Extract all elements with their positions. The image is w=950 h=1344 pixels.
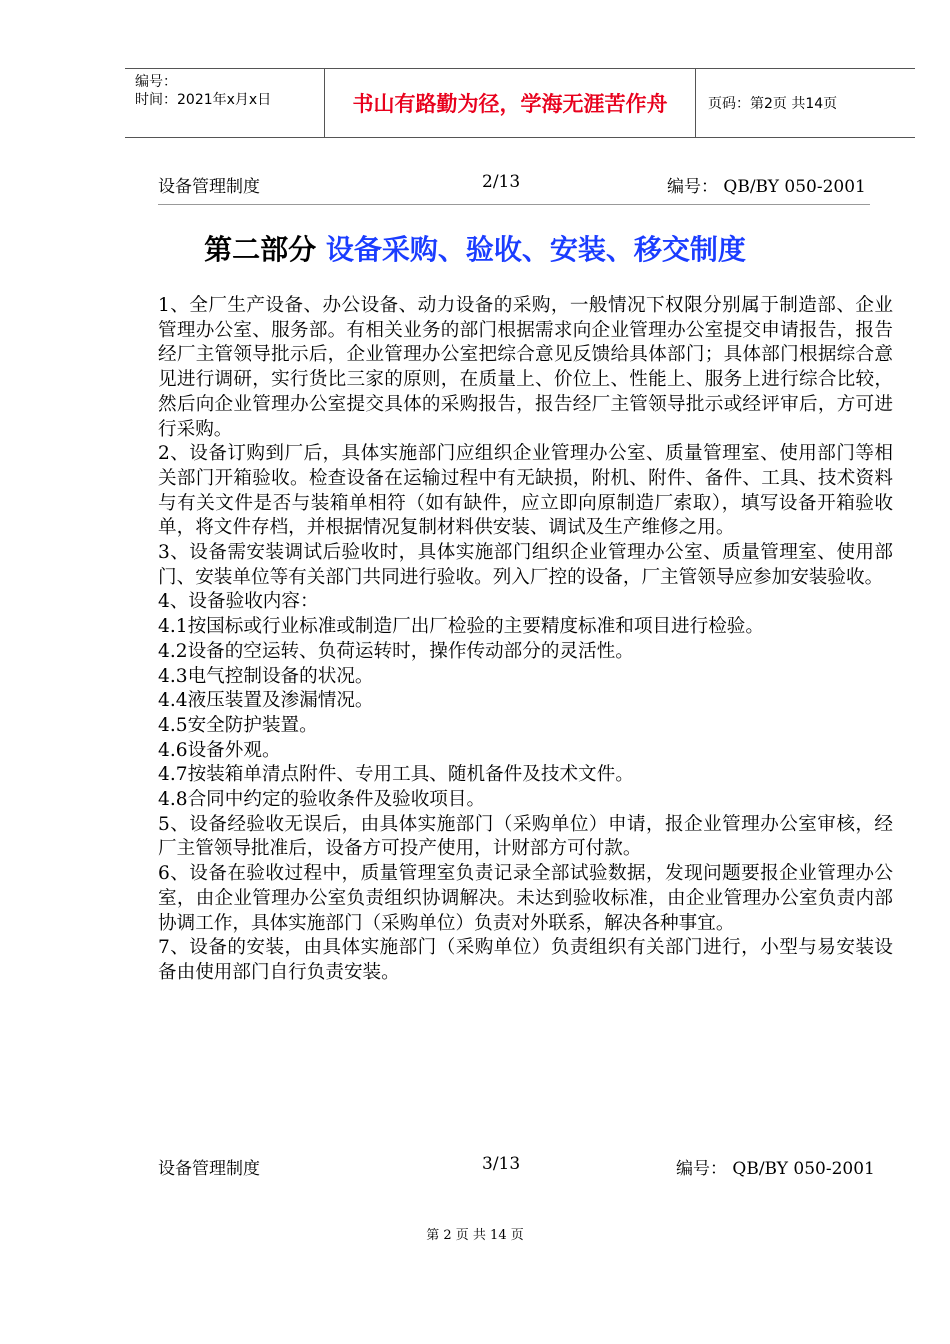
running-header-page: 2/13 (482, 172, 521, 192)
page-footer: 第 2 页 共 14 页 (426, 1228, 524, 1243)
section-part: 第二部分 (204, 233, 326, 266)
section-heading: 设备采购、验收、安装、移交制度 (325, 233, 746, 266)
paragraph: 7、设备的安装，由具体实施部门（采购单位）负责组织有关部门进行，小型与易安装设备由使用部门自行负责安装。 (158, 937, 893, 983)
paragraph: 4.3电气控制设备的状况。 (158, 665, 374, 687)
motto: 书山有路勤为径，学海无涯苦作舟 (325, 69, 696, 137)
document-body (158, 294, 893, 986)
paragraph: 5、设备经验收无误后，由具体实施部门（采购单位）申请，报企业管理办公室审核，经厂主管领导批准后，设备方可投产使用，计财部方可付款。 (158, 813, 893, 860)
running-header-title: 设备管理制度 (158, 177, 260, 197)
paragraph: 4.8合同中约定的验收条件及验收项目。 (158, 789, 486, 811)
number-label: 编号： (135, 74, 177, 90)
running-header-code: 编号： QB/BY 050-2001 (667, 177, 866, 197)
paragraph: 4.5安全防护装置。 (158, 714, 318, 736)
paragraph: 4.1按国标或行业标准或制造厂出厂检验的主要精度标准和项目进行检验。 (158, 616, 764, 638)
paragraph: 6、设备在验收过程中，质量管理室负责记录全部试验数据，发现问题要报企业管理办公室，由企业管理办公室负责组织协调解决。未达到验收标准，由企业管理办公室负责内部协调工作，具体实施部门（采购单位）负责对外联系，解决各种事宜。 (158, 863, 893, 934)
document-header (125, 68, 915, 138)
paragraph: 4.6设备外观。 (158, 739, 281, 761)
header-meta (125, 69, 325, 137)
page-info: 页码：第2页 共14页 (708, 96, 838, 112)
paragraph: 4.2设备的空运转、负荷运转时，操作传动部分的灵活性。 (158, 640, 634, 662)
section-title (0, 228, 950, 268)
running-footer-code: 编号： QB/BY 050-2001 (676, 1159, 875, 1179)
paragraph: 1、全厂生产设备、办公设备、动力设备的采购，一般情况下权限分别属于制造部、企业管理办公室、服务部。有相关业务的部门根据需求向企业管理办公室提交申请报告，报告经厂主管领导批示后，企业管理办公室把综合意见反馈给具体部门；具体部门根据综合意见进行调研，实行货比三家的原则，在质量上、价位上、性能上、服务上进行综合比较，然后向企业管理办公室提交具体的采购报告，报告经厂主管领导批示或经评审后，方可进行采购。 (158, 295, 893, 440)
paragraph: 2、设备订购到厂后，具体实施部门应组织企业管理办公室、质量管理室、使用部门等相关部门开箱验收。检查设备在运输过程中有无缺损，附机、附件、备件、工具、技术资料与有关文件是否与装箱单相符（如有缺件，应立即向原制造厂索取），填写设备开箱验收单，将文件存档，并根据情况复制材料供安装、调试及生产维修之用。 (158, 443, 893, 539)
header-divider (158, 204, 870, 205)
running-footer-title: 设备管理制度 (158, 1159, 260, 1179)
time-label: 时间：2021年x月x日 (135, 92, 272, 108)
paragraph: 4.4液压装置及渗漏情况。 (158, 690, 374, 712)
paragraph: 3、设备需安装调试后验收时，具体实施部门组织企业管理办公室、质量管理室、使用部门、安装单位等有关部门共同进行验收。列入厂控的设备，厂主管领导应参加安装验收。 (158, 542, 893, 588)
running-footer-page: 3/13 (482, 1154, 521, 1174)
paragraph: 4.7按装箱单清点附件、专用工具、随机备件及技术文件。 (158, 764, 634, 786)
paragraph: 4、设备验收内容： (158, 591, 319, 613)
